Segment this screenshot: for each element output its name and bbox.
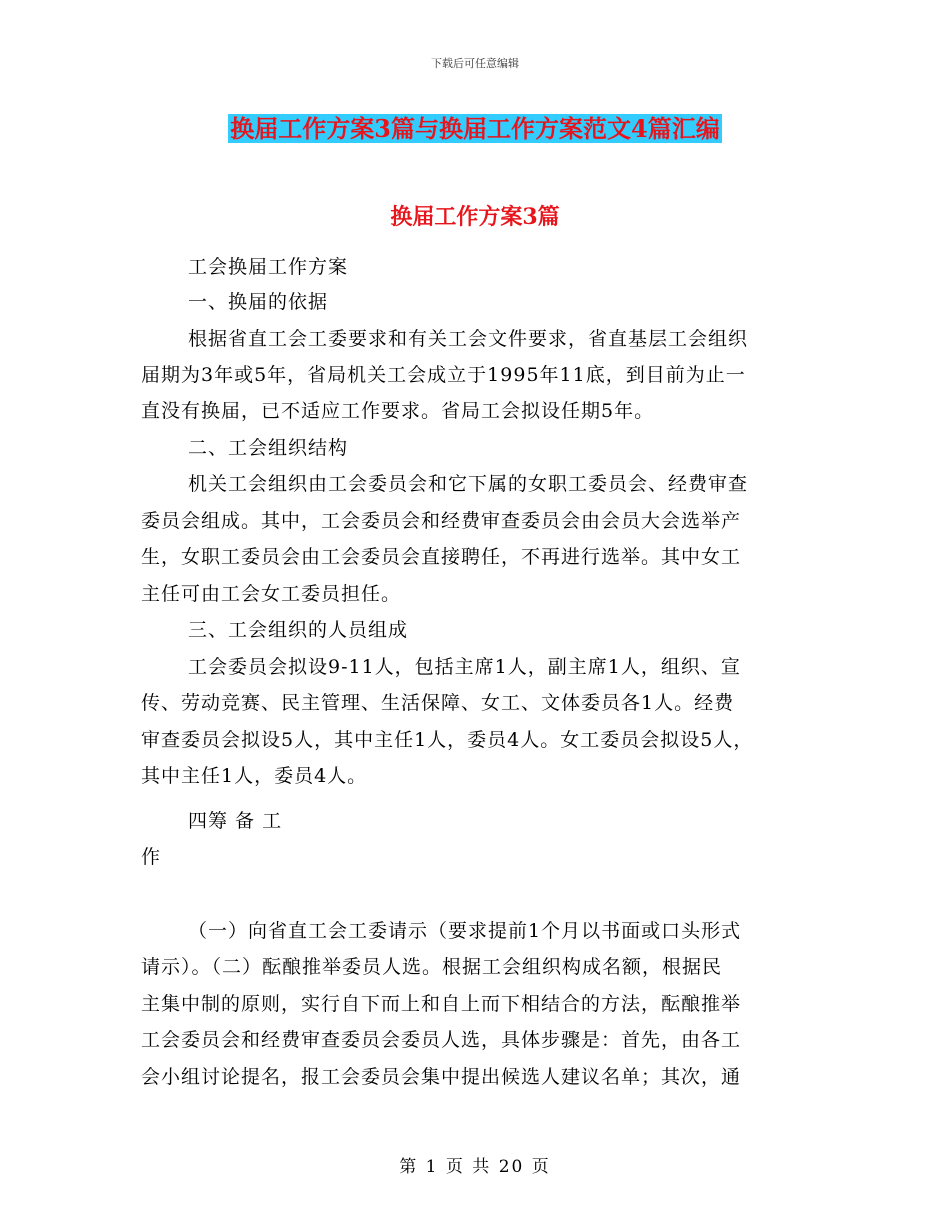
paragraph-line: 请示）。（二）酝酿推举委员人选。根据工会组织构成名额，根据民 xyxy=(141,956,723,978)
paragraph-line: 届期为3年或5年，省局机关工会成立于1995年11底，到目前为止一 xyxy=(141,364,746,386)
section-heading: 四筹 备 工 xyxy=(188,810,283,832)
paragraph-line: 委员会组成。其中，工会委员会和经费审查委员会由会员大会选举产 xyxy=(141,510,742,532)
paragraph-line: （一）向省直工会工委请示（要求提前1个月以书面或口头形式 xyxy=(188,920,742,942)
section-heading: 一、换届的依据 xyxy=(188,291,329,313)
paragraph-line: 直没有换届，已不适应工作要求。省局工会拟设任期5年。 xyxy=(141,400,655,422)
paragraph-line: 工会委员会拟设9-11人，包括主席1人，副主席1人，组织、宣 xyxy=(188,656,741,678)
main-title-text: 换届工作方案3篇与换届工作方案范文4篇汇编 xyxy=(230,114,720,143)
paragraph-line: 生，女职工委员会由工会委员会直接聘任，不再进行选举。其中女工 xyxy=(141,546,742,568)
heading-line: 工会换届工作方案 xyxy=(188,256,349,278)
paragraph-line: 工会委员会和经费审查委员会委员人选，具体步骤是：首先，由各工 xyxy=(141,1029,742,1051)
section-heading: 二、工会组织结构 xyxy=(188,437,349,459)
document-sub-title: 换届工作方案3篇 xyxy=(390,204,560,230)
paragraph-line: 其中主任1人，委员4人。 xyxy=(141,765,368,787)
section-heading: 三、工会组织的人员组成 xyxy=(188,619,409,641)
header-note: 下载后可任意编辑 xyxy=(431,57,519,70)
paragraph-line: 主集中制的原则，实行自下而上和自上而下相结合的方法，酝酿推举 xyxy=(141,993,742,1015)
document-main-title xyxy=(0,112,950,146)
section-heading-continued: 作 xyxy=(141,846,162,868)
paragraph-line: 主任可由工会女工委员担任。 xyxy=(141,583,402,605)
paragraph-line: 会小组讨论提名，报工会委员会集中提出候选人建议名单；其次，通 xyxy=(141,1066,742,1088)
paragraph-line: 机关工会组织由工会委员会和它下属的女职工委员会、经费审查 xyxy=(188,473,749,495)
page-number-footer: 第 1 页 共 20 页 xyxy=(399,1157,551,1177)
paragraph-line: 审查委员会拟设5人，其中主任1人，委员4人。女工委员会拟设5人， xyxy=(141,729,754,751)
paragraph-line: 根据省直工会工委要求和有关工会文件要求，省直基层工会组织 xyxy=(188,328,749,350)
paragraph-line: 传、劳动竞赛、民主管理、生活保障、女工、文体委员各1人。经费 xyxy=(141,692,735,714)
